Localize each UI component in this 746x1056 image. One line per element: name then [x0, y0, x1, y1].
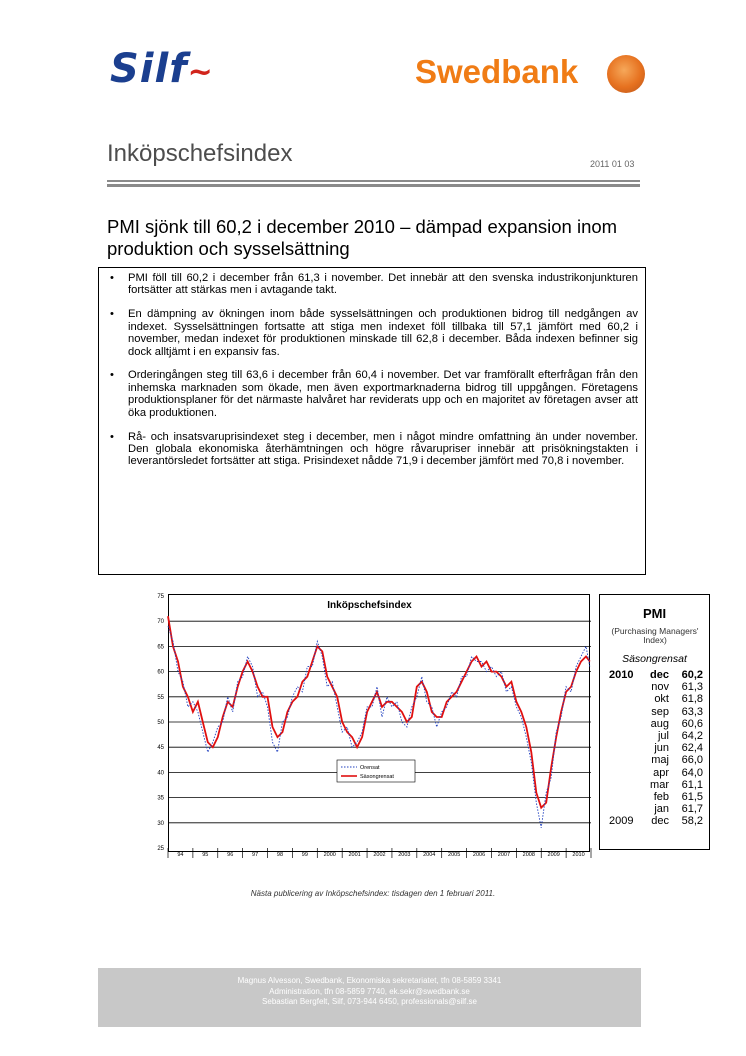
header-divider: [107, 180, 640, 182]
pmi-month: dec: [650, 669, 669, 681]
pmi-value: 61,7: [681, 803, 703, 816]
pmi-value: 61,8: [681, 693, 703, 706]
pmi-month: maj: [651, 754, 669, 767]
pmi-value: 64,2: [681, 729, 703, 742]
y-tick-label: 60: [157, 669, 164, 676]
bullet-text: Orderingången steg till 63,6 i december från 60,4 i november. Det var framförallt efterfrågan från den inhemska marknaden som ökade, men även exportmarknaderna bidrog till uppgången. Företagens produktionsplaner för det närmaste halvåret har reviderats upp och en majoritet av företagen avser att öka produktionen.: [128, 369, 638, 419]
y-tick-label: 70: [157, 619, 164, 626]
x-tick-label: 2000: [323, 852, 336, 858]
bullet-text: En dämpning av ökningen inom både sysselsättningen och produktionen bidrog till nedgången av indexet. Sysselsättningen fortsatte att stiga men indexet föll tillbaka till 57,1 jämfört med 60,2 i november, medan indexet för produktionen minskade till 62,8 i december. Båda indexen befinner sig dock alltjämt i en expansiv fas.: [128, 308, 638, 358]
x-tick-label: 2003: [398, 852, 411, 858]
swedbank-oak-emblem-icon: [607, 55, 645, 93]
silf-swoosh-icon: ~: [187, 55, 214, 90]
x-tick-label: 97: [252, 852, 259, 858]
bullet-list: [110, 272, 638, 479]
bullet-text: PMI föll till 60,2 i december från 61,3 i november. Det innebär att den svenska industrikonjunkturen fortsätter att stärkas men i avtagande takt.: [128, 272, 638, 297]
y-tick-label: 40: [157, 770, 164, 777]
pmi-row: [605, 742, 705, 754]
contact-line: Magnus Alvesson, Swedbank, Ekonomiska sekretariatet, tfn 08-5859 3341: [237, 976, 502, 985]
pmi-month: okt: [654, 693, 669, 706]
header-divider-thick: [107, 184, 640, 187]
document-title: Inköpschefsindex: [107, 140, 293, 167]
pmi-value: 60,2: [681, 669, 703, 681]
bullet-item: • En dämpning av ökningen inom både sysselsättningen och produktionen bidrog till nedgången av indexet. Sysselsättningen fortsatte att stiga men indexet föll tillbaka till 57,1 jämfört med 60,2 i november, medan indexet för produktionen minskade till 62,8 i december. Båda indexen befinner sig dock alltjämt i en expansiv fas.: [110, 308, 638, 358]
pmi-row: [605, 815, 705, 827]
pmi-row: [605, 730, 705, 742]
pmi-value: 58,2: [681, 815, 703, 828]
pmi-row: [605, 779, 705, 791]
silf-logo-text: Silf: [110, 46, 188, 92]
x-tick-label: 2007: [497, 852, 511, 858]
pmi-row: [605, 693, 705, 705]
legend-label: Säsongrensat: [360, 774, 394, 780]
x-tick-label: 2009: [547, 852, 560, 858]
pmi-season-label: Säsongrensat: [622, 653, 687, 665]
pmi-month: jan: [654, 803, 669, 816]
x-tick-label: 2010: [572, 852, 585, 858]
bullet-item: • Orderingången steg till 63,6 i december från 60,4 i november. Det var framförallt efterfrågan från den inhemska marknaden som ökade, men även exportmarknaderna bidrog till uppgången. Företagens produktionsplaner för det närmaste halvåret har reviderats upp och en majoritet av företagen avser att öka produktionen.: [110, 369, 638, 419]
pmi-month: feb: [653, 790, 669, 803]
y-tick-label: 35: [157, 795, 164, 802]
bullet-item: • PMI föll till 60,2 i december från 61,3 i november. Det innebär att den svenska industrikonjunkturen fortsätter att stärkas men i avtagande takt.: [110, 272, 638, 297]
pmi-month: dec: [651, 815, 669, 828]
pmi-year: 2009: [609, 815, 634, 828]
x-tick-label: 2004: [423, 852, 436, 858]
y-tick-label: 45: [157, 745, 164, 752]
pmi-line-chart: [150, 584, 595, 859]
y-tick-label: 75: [157, 594, 164, 600]
x-tick-label: 2005: [448, 852, 461, 858]
pmi-value: 62,4: [681, 742, 703, 755]
pmi-row: [605, 669, 705, 681]
x-tick-label: 2006: [472, 852, 486, 858]
contact-lines: [98, 976, 641, 1008]
document-date: 2011 01 03: [590, 159, 635, 169]
pmi-month: jul: [657, 729, 669, 742]
pmi-month: sep: [651, 705, 669, 718]
pmi-month: mar: [650, 778, 669, 791]
x-tick-label: 2001: [348, 852, 361, 858]
pmi-table-subtitle: (Purchasing Managers' Index): [611, 626, 699, 645]
x-tick-label: 98: [276, 852, 284, 858]
next-publication-note: Nästa publicering av Inköpschefsindex: tisdagen den 1 februari 2011.: [250, 889, 496, 898]
pmi-month: aug: [650, 717, 669, 730]
pmi-table-rows: [605, 669, 705, 827]
pmi-value: 63,3: [681, 705, 703, 718]
pmi-value: 61,3: [681, 681, 703, 694]
x-tick-label: 99: [301, 852, 308, 858]
pmi-row: [605, 681, 705, 693]
pmi-month: jun: [654, 742, 669, 755]
y-tick-label: 30: [157, 820, 164, 827]
pmi-row: [605, 791, 705, 803]
pmi-value: 61,1: [681, 778, 703, 791]
pmi-row: [605, 718, 705, 730]
pmi-value: 60,6: [681, 717, 703, 730]
pmi-table-title: PMI: [642, 606, 667, 621]
legend-label: Orensat: [360, 765, 380, 771]
contact-line: Administration, tfn 08-5859 7740, ek.sekr@swedbank.se: [269, 986, 470, 996]
pmi-row: [605, 803, 705, 815]
pmi-row: [605, 754, 705, 766]
pmi-row: [605, 706, 705, 718]
pmi-value: 64,0: [681, 766, 703, 779]
silf-logo: [110, 46, 214, 92]
pmi-month: nov: [651, 681, 669, 694]
headline: PMI sjönk till 60,2 i december 2010 – dämpad expansion inom produktion och sysselsättning: [107, 216, 618, 259]
x-tick-label: 2008: [522, 852, 535, 858]
pmi-row: [605, 767, 705, 779]
x-tick-label: 94: [177, 852, 184, 858]
contact-line: Sebastian Bergfelt, Silf, 073-944 6450, professionals@silf.se: [262, 997, 477, 1006]
x-tick-label: 95: [202, 852, 209, 858]
pmi-value: 66,0: [681, 754, 703, 767]
bullet-text: Rå- och insatsvaruprisindexet steg i december, men i något mindre omfattning än under november. Den globala ekonomiska återhämtningen och högre råvarupriser innebär att prisökningstakten i leverantörsledet fortsätter att stiga. Prisindexet nådde 71,9 i december jämfört med 70,8 i november.: [128, 430, 638, 468]
swedbank-logo: Swedbank: [415, 53, 579, 90]
y-tick-label: 65: [157, 644, 164, 651]
chart-title: Inköpschefsindex: [327, 600, 412, 611]
x-tick-label: 96: [227, 852, 234, 858]
y-tick-label: 55: [157, 694, 164, 701]
x-tick-label: 2002: [373, 852, 386, 858]
bullet-item: • Rå- och insatsvaruprisindexet steg i december, men i något mindre omfattning än under november. Den globala ekonomiska återhämtningen och högre råvarupriser innebär att prisökningstakten i leverantörsledet fortsätter att stiga. Prisindexet nådde 71,9 i december jämfört med 70,8 i november.: [110, 430, 638, 468]
pmi-month: apr: [653, 766, 669, 779]
y-tick-label: 50: [157, 720, 164, 726]
pmi-value: 61,5: [681, 790, 703, 803]
y-tick-label: 25: [157, 846, 164, 852]
pmi-year: 2010: [609, 669, 634, 681]
